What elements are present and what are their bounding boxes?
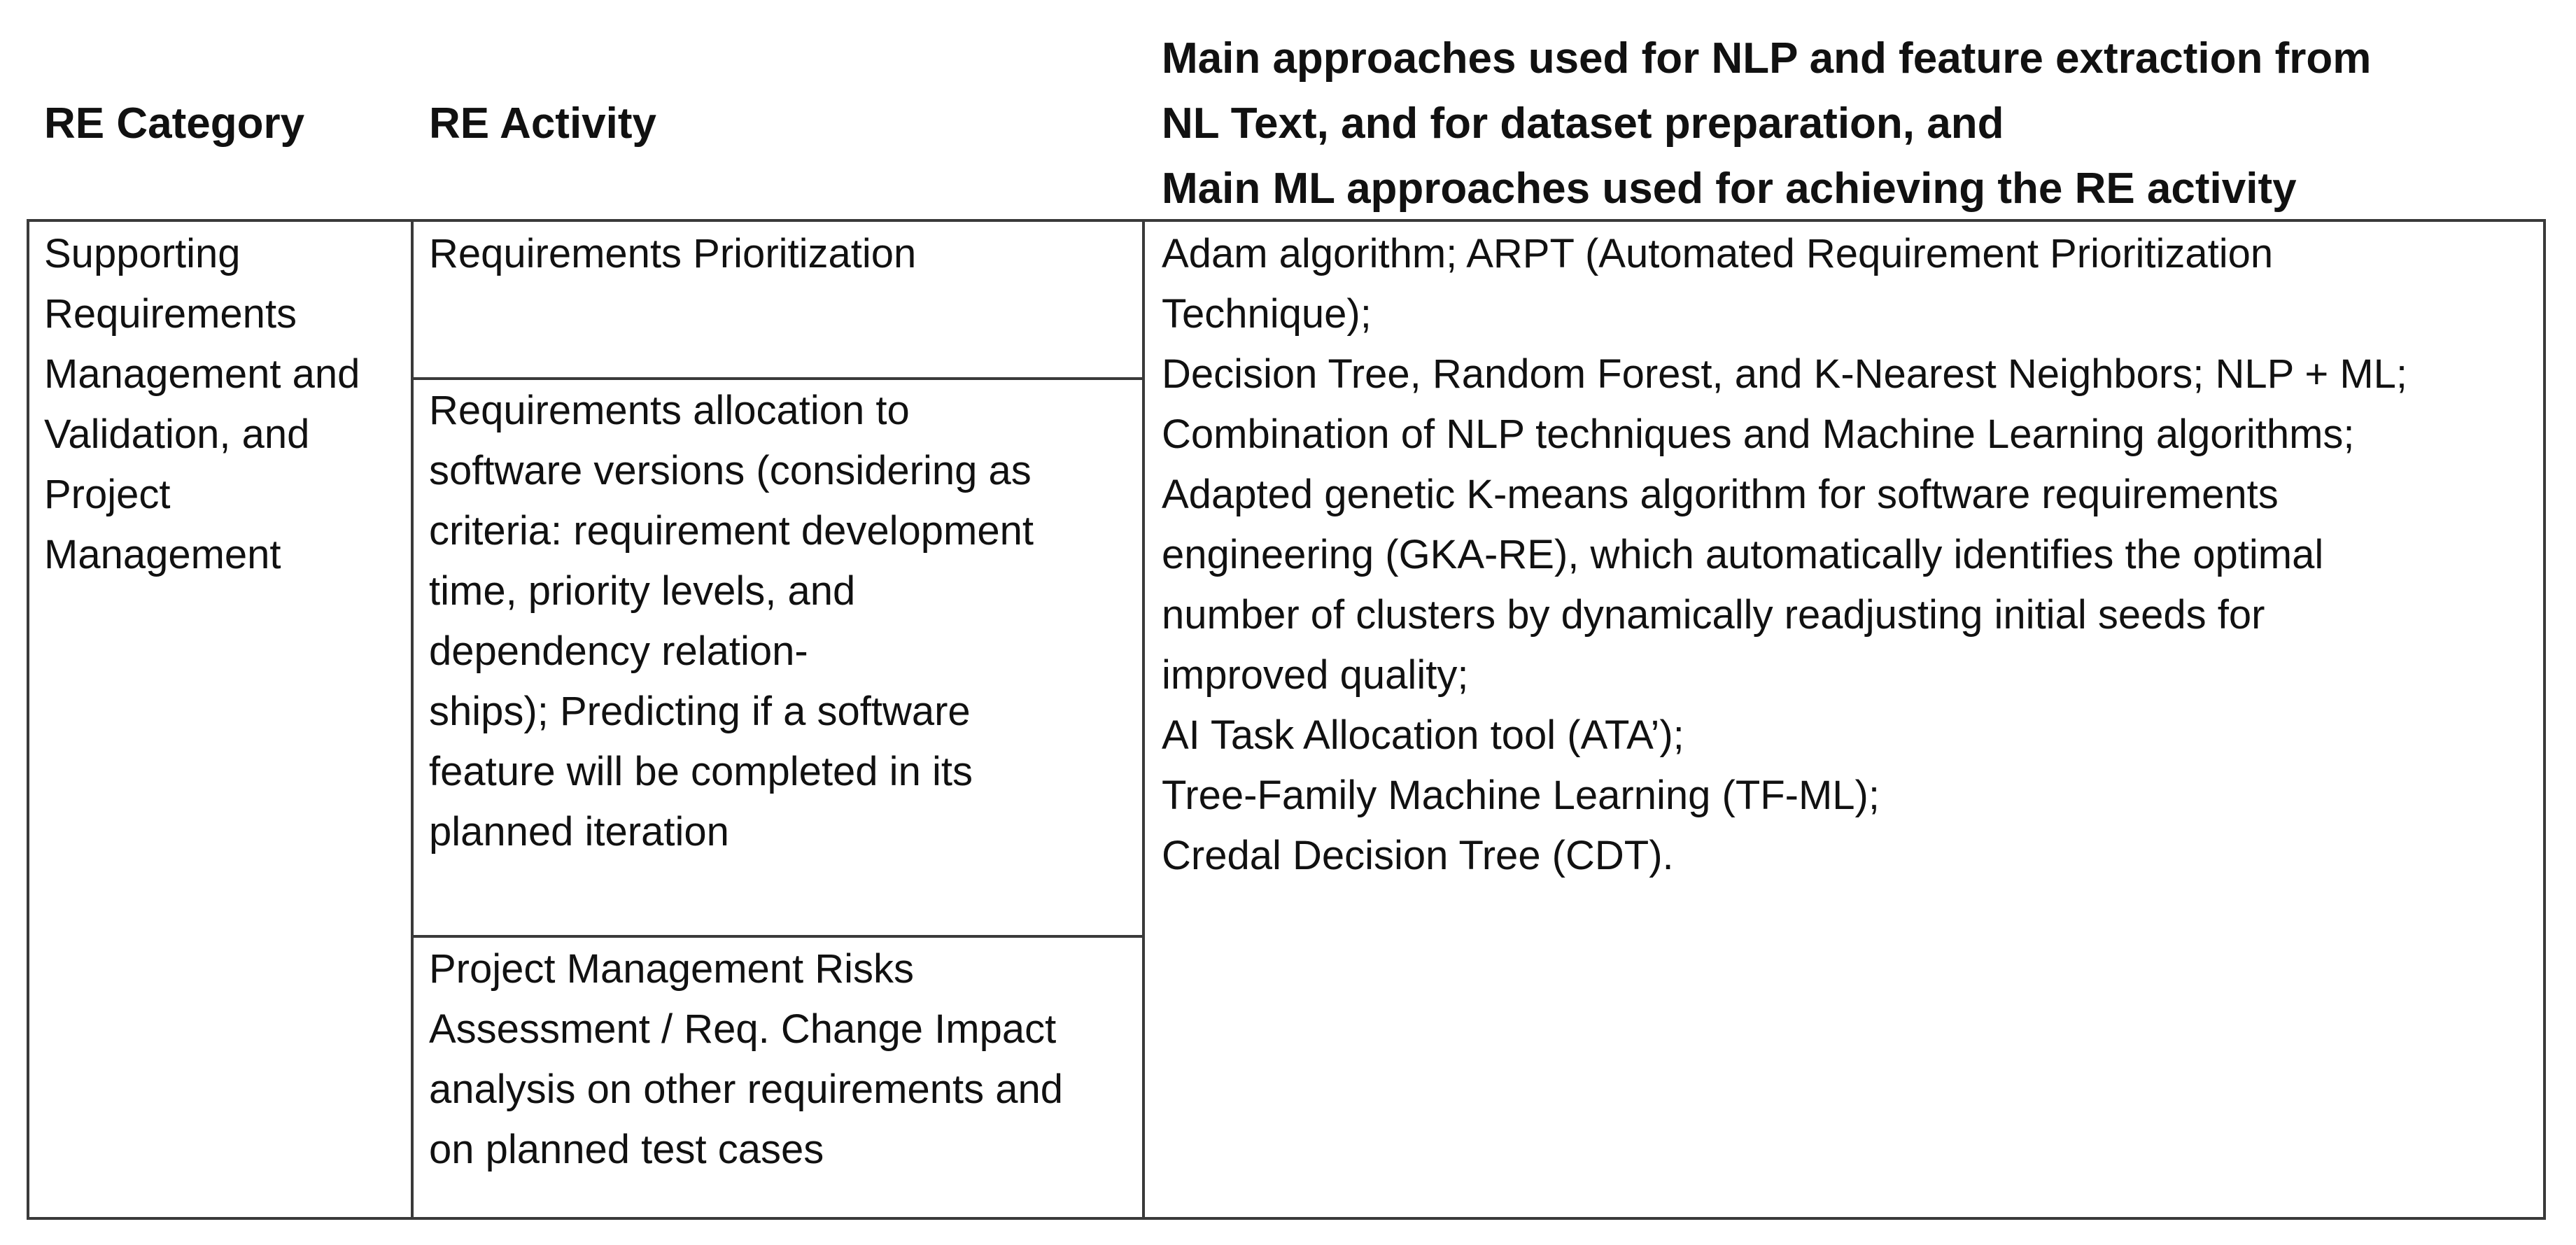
table-top-border <box>27 219 2546 222</box>
cell-line: criteria: requirement development <box>429 508 1034 554</box>
cell-activity-risk-assessment <box>429 939 1129 1180</box>
cell-line: Requirements allocation to <box>429 388 910 433</box>
cell-main-approaches <box>1162 224 2547 886</box>
cell-line: Assessment / Req. Change Impact <box>429 1006 1057 1052</box>
cell-line: Tree-Family Machine Learning (TF-ML); <box>1162 773 1880 818</box>
cell-line: Combination of NLP techniques and Machine Learning algorithms; <box>1162 412 2355 457</box>
cell-activity-allocation <box>429 381 1129 862</box>
cell-line: AI Task Allocation tool (ATA’); <box>1162 712 1684 758</box>
cell-line: analysis on other requirements and <box>429 1067 1063 1112</box>
activity-divider-2 <box>411 935 1145 938</box>
cell-line: feature will be completed in its <box>429 749 973 794</box>
header-main-line: Main approaches used for NLP and feature extraction from <box>1162 34 2372 83</box>
header-main-line: Main ML approaches used for achieving the RE activity <box>1162 164 2297 213</box>
header-re-activity: RE Activity <box>429 99 657 148</box>
header-re-category: RE Category <box>44 99 305 148</box>
cell-line: engineering (GKA-RE), which automatically identifies the optimal <box>1162 532 2324 577</box>
cell-line: Decision Tree, Random Forest, and K-Nearest Neighbors; NLP + ML; <box>1162 351 2408 397</box>
cell-re-category <box>44 224 394 585</box>
cell-line: on planned test cases <box>429 1127 824 1172</box>
column-divider-2 <box>1142 219 1145 1220</box>
cell-line: improved quality; <box>1162 652 1469 698</box>
cell-line: Adam algorithm; ARPT (Automated Requirement Prioritization <box>1162 231 2274 276</box>
cell-line: Technique); <box>1162 291 1372 337</box>
cell-activity-prioritization <box>429 224 1129 284</box>
cell-line: Supporting <box>44 231 241 276</box>
cell-line: time, priority levels, and <box>429 568 856 614</box>
cell-line: Requirements <box>44 291 297 337</box>
cell-line: Project <box>44 472 171 517</box>
cell-line: number of clusters by dynamically readjusting initial seeds for <box>1162 592 2265 638</box>
cell-line: Project Management Risks <box>429 946 915 992</box>
cell-line: software versions (considering as <box>429 448 1032 493</box>
cell-line: Management and <box>44 351 360 397</box>
header-main-approaches <box>1162 26 2547 221</box>
table-bottom-border <box>27 1217 2546 1220</box>
cell-line: Management <box>44 532 281 577</box>
cell-line: planned iteration <box>429 809 729 854</box>
activity-divider-1 <box>411 377 1145 380</box>
header-main-line: NL Text, and for dataset preparation, and <box>1162 99 2004 148</box>
cell-line: Requirements Prioritization <box>429 231 917 276</box>
cell-line: Credal Decision Tree (CDT). <box>1162 833 1674 878</box>
cell-line: Validation, and <box>44 412 310 457</box>
cell-line: dependency relation- <box>429 628 808 674</box>
table-left-border <box>27 219 29 1220</box>
cell-line: ships); Predicting if a software <box>429 689 971 734</box>
column-divider-1 <box>411 219 414 1220</box>
cell-line: Adapted genetic K-means algorithm for software requirements <box>1162 472 2279 517</box>
